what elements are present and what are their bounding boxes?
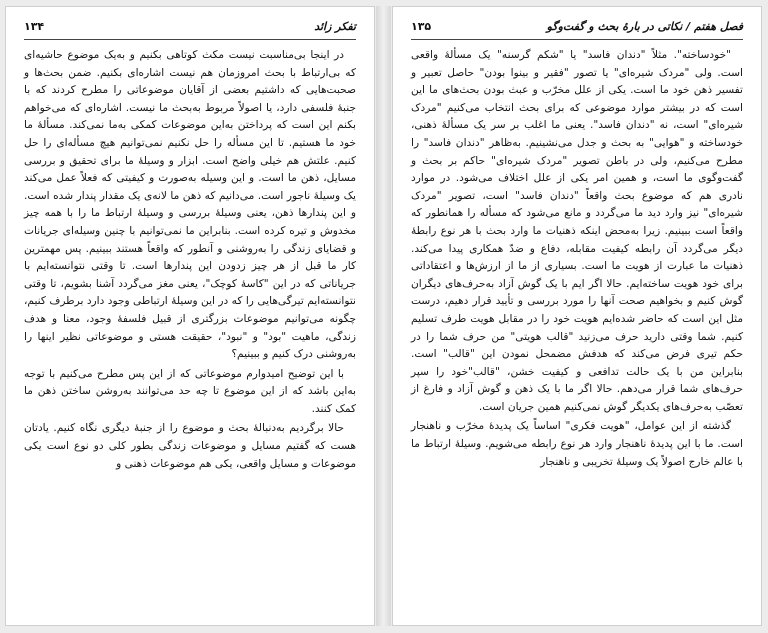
left-page-body: [24, 47, 356, 611]
right-page: [392, 6, 762, 626]
left-page-header: [24, 17, 356, 40]
right-page-number: ۱۳۵: [411, 20, 432, 33]
paragraph: حالا برگردیم به‌دنبالهٔ بحث و موضوع را از جنبهٔ دیگری نگاه کنیم. یادتان هست که گفتیم مسایل و موضوعات زندگی بطور کلی دو نوع است یکی موضوعات و مسایل واقعی، یکی هم موضوعات ذهنی و: [24, 422, 356, 470]
paragraph: گذشته از این عوامل، "هویت فکری" اساساً یک پدیدهٔ مخرّب و ناهنجار است. ما با این پدیدهٔ ناهنجار وارد هر نوع رابطه می‌شویم. وسیلهٔ ارتباط ما با عالم خارج اصولاً یک وسیلهٔ تخریبی و ناهنجار: [411, 420, 743, 468]
book-gutter: [376, 6, 391, 626]
right-page-header: [411, 17, 743, 40]
left-running-title: تفکر زائد: [314, 20, 356, 33]
left-page: [5, 6, 375, 626]
paragraph: با این توضیح امیدوارم موضوعاتی که از این پس مطرح می‌کنیم با توجه به‌این باشد که از این موضوع تا چه حد می‌توانند به‌روشن ساختن ذهن ما کمک کنند.: [24, 367, 356, 415]
paragraph: در اینجا بی‌مناسبت نیست مکث کوتاهی بکنیم و به‌یک موضوع حاشیه‌ای که بی‌ارتباط با بحث امروزمان هم نیست اشاره‌ای بکنیم. ضمن بحث‌ها و صحبت‌هایی که داشتیم بعضی از آقایان موضوعاتی را مطرح کردند که با جنبهٔ فلسفی دارد، یا اصولاً مربوط به‌بحث ما نیست. اشاره‌ای که می‌خواهم بکنم این است که پرداختن به‌این موضوعات کمکی به‌ما نمی‌کند. مسألهٔ ما خود ما هستیم. تا این مسأله را حل نکنیم نمی‌توانیم هیچ مسأله‌ای را حل کنیم. علتش هم خیلی واضح است. ابزار و وسیلهٔ ما برای تحقیق و بررسی مسایل، ذهن ما است. و این وسیله به‌صورت و کیفیتی که فعلاً عمل می‌کند یک وسیلهٔ ناجور است. می‌دانیم که ذهن ما لانه‌ی یک مقدار پندار شده است. و این پندارها ذهن، یعنی وسیلهٔ بررسی و وسیلهٔ ارتباط ما را با همه چیز مخدوش و تیره کرده است. بنابراین ما نمی‌توانیم با چنین وسیله‌ای جریانات و قضایای زندگی را به‌روشنی و آنطور که واقعاً هستند ببینیم. پس مهمترین کار ما قبل از هر چیز زدودن این پندارها است. تا وقتی نتوانسته‌ایم با جریاناتی که در این "کاسهٔ کوچک"، یعنی مغز می‌گردد آشنا بشویم، تا وقتی نتوانسته‌ایم تیرگی‌هایی را که در این وسیلهٔ ارتباطی وجود دارد برطرف کنیم، چگونه می‌توانیم موضوعات بزرگتری از قبیل فلسفهٔ وجود، معنا و هدف زندگی، ماهیت "بود" و "نبود"، حقیقت هستی و موضوعاتی نظیر اینها را به‌روشنی درک کنیم و ببینیم؟: [24, 49, 356, 361]
paragraph: "خودساخته". مثلاً "دندان فاسد" یا "شکم گرسنه" یک مسألهٔ واقعی است. ولی "مردک شیره‌ای" یا تصور "فقیر و بینوا بودن" حاصل تعبیر و تفسیر ذهن خود ما است. یکی از علل مخرّب و عبث بودن بحث‌های ما این است که در بیشتر موارد موضوعی که برای بحث انتخاب می‌کنیم "مردک شیره‌ای" است، نه "دندان فاسد". یعنی ما اغلب بر سر یک مسألهٔ ذهنی، خودساخته و "هوایی" به بحث و جدل می‌نشینیم. به‌ظاهر "دندان فاسد" را مطرح می‌کنیم، ولی در باطن تصویر "مردک شیره‌ای" حاکم بر بحث و گفت‌وگوی ما است، و همین امر یکی از علل اختلاف می‌شود. در موارد نادری هم که موضوع بحث واقعاً "دندان فاسد" است، تصویر "مردک شیره‌ای" نیز وارد دید ما می‌گردد و مانع می‌شود که مسأله را همانطور که واقعاً است ببینیم. زیرا به‌محض اینکه ذهنیات ما وارد بحث با هر نوع رابطهٔ دیگر می‌گردد آن رابطه کیفیت مقابله، دفاع و ضدّ همکاری پیدا می‌کند. ذهنیات ما عبارت از هویت ما است. بسیاری از ما از ارزش‌ها و اعتقاداتی برای خود هویت ساخته‌ایم. حالا اگر ایم با یک گوش آزاد به‌حرف‌های دیگران گوش کنیم و بخواهیم صحت آنها را مورد بررسی و تأیید قرار دهیم، درست مثل این است که حاضر شده‌ایم هویت خود را در مقابل هویت طرف تسلیم کنیم. شما وقتی دارید حرف می‌زنید "قالب هویتی" من حرف شما را در حکم تیری فرض می‌کند که هدفش مضمحل نمودن این "قالب" است. بنابراین من با یک حالت تدافعی و کیفیت خشن، "قالب"خود را سپر حرف‌های شما قرار می‌دهم. حالا اگر ما با یک ذهن و گوش آزاد و فارغ از تعصّب به‌حرف‌های یکدیگر گوش نمی‌کنیم همین جریان است.: [411, 49, 743, 413]
right-page-body: [411, 47, 743, 611]
left-page-number: ۱۳۴: [24, 20, 45, 33]
right-running-title: فصل هفتم / نکاتی در بارهٔ بحث و گفت‌وگو: [546, 20, 743, 33]
